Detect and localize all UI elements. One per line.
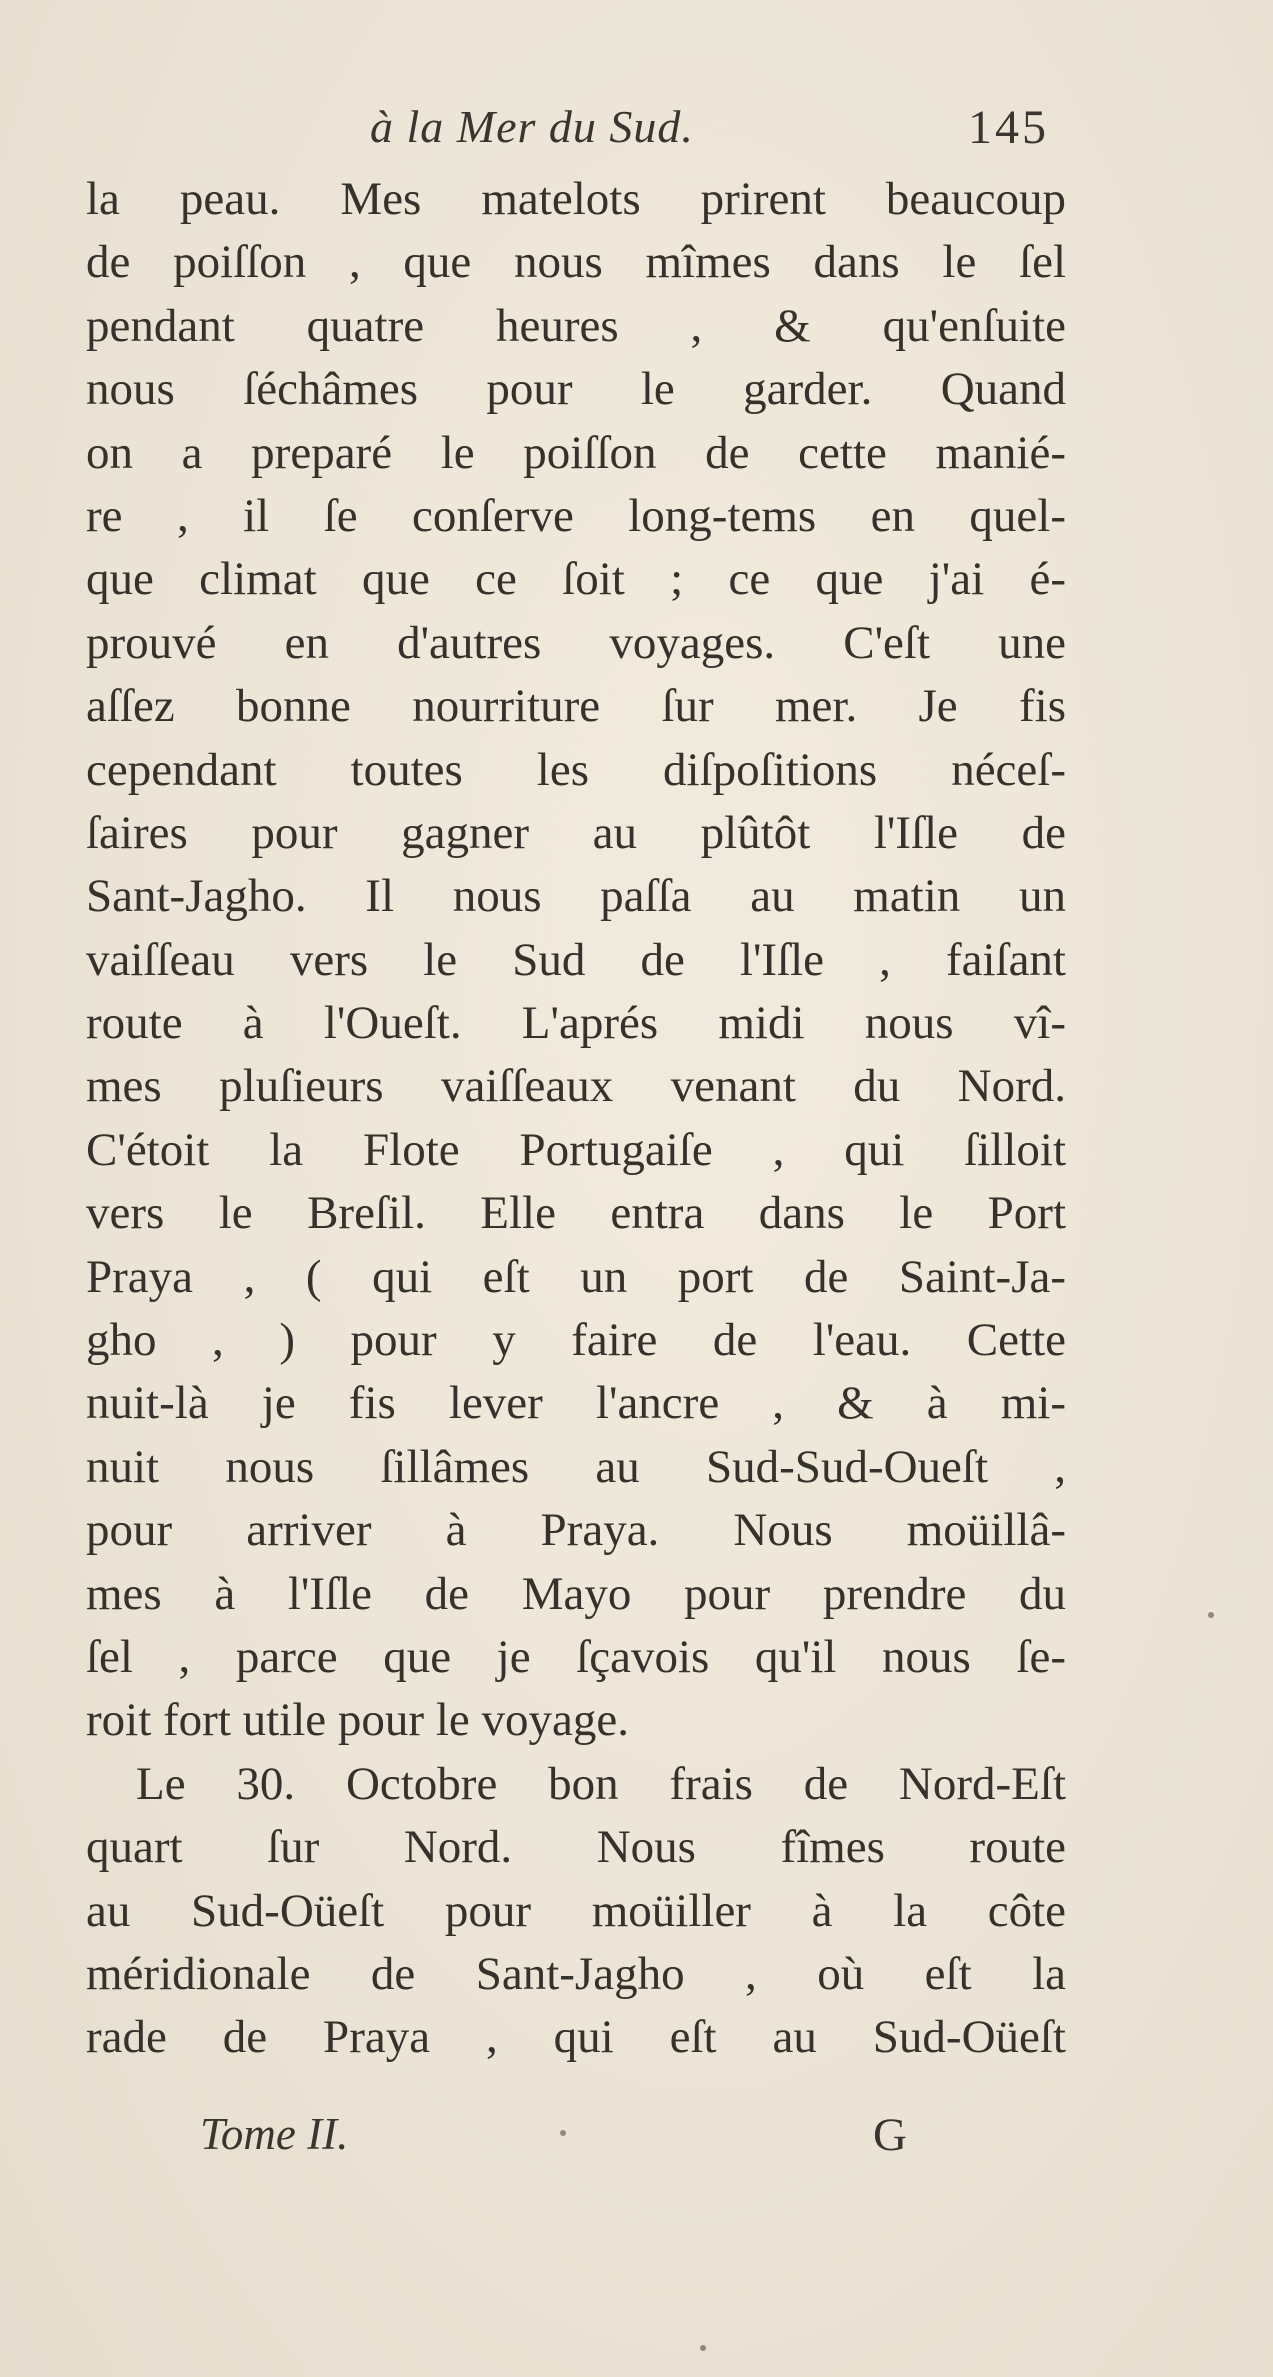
text-line: nous ſéchâmes pour le garder. Quand (86, 363, 1066, 416)
text-line: gho , ) pour y faire de l'eau. Cette (86, 1314, 1066, 1367)
volume-label: Tome II. (200, 2109, 349, 2159)
text-line: que climat que ce ſoit ; ce que j'ai é- (86, 553, 1066, 606)
text-line: quart ſur Nord. Nous fîmes route (86, 1821, 1066, 1874)
body-text (86, 168, 1066, 2070)
text-line: roit fort utile pour le voyage. (86, 1694, 629, 1747)
running-title: à la Mer du Sud. (370, 101, 694, 152)
page-header (0, 100, 1273, 160)
text-line: vers le Breſil. Elle entra dans le Port (86, 1187, 1066, 1240)
text-line: méridionale de Sant-Jagho , où eſt la (86, 1947, 1066, 2000)
text-line: ſel , parce que je ſçavois qu'il nous ſe- (86, 1630, 1066, 1683)
text-line: nuit-là je fis lever l'ancre , & à mi- (86, 1377, 1066, 1430)
text-line: prouvé en d'autres voyages. C'eſt une (86, 616, 1066, 669)
text-line: route à l'Oueſt. L'aprés midi nous vî- (86, 997, 1066, 1050)
text-line: ſaires pour gagner au plûtôt l'Iſle de (86, 806, 1066, 859)
text-line: rade de Praya , qui eſt au Sud-Oüeſt (86, 2011, 1066, 2064)
text-line: au Sud-Oüeſt pour moüiller à la côte (86, 1884, 1066, 1937)
text-line: de poiſſon , que nous mîmes dans le ſel (86, 236, 1066, 289)
page-number: 145 (968, 101, 1049, 154)
ink-speck (1208, 1612, 1214, 1618)
text-line: Le 30. Octobre bon frais de Nord-Eſt (136, 1757, 1066, 1810)
text-line: mes pluſieurs vaiſſeaux venant du Nord. (86, 1060, 1066, 1113)
text-line: pour arriver à Praya. Nous moüillâ- (86, 1504, 1066, 1557)
ink-speck (560, 2130, 566, 2136)
text-line: la peau. Mes matelots prirent beaucoup (86, 173, 1066, 225)
text-line: C'étoit la Flote Portugaiſe , qui ſilloit (86, 1123, 1066, 1176)
ink-speck (700, 2345, 706, 2351)
page-footer (0, 2108, 1273, 2168)
signature-mark: G (873, 2109, 907, 2161)
text-line: mes à l'Iſle de Mayo pour prendre du (86, 1567, 1066, 1620)
text-line: cependant toutes les diſpoſitions néceſ- (86, 743, 1066, 796)
text-line: re , il ſe conſerve long-tems en quel- (86, 489, 1066, 542)
text-line: pendant quatre heures , & qu'enſuite (86, 299, 1066, 352)
text-line: Sant-Jagho. Il nous paſſa au matin un (86, 870, 1066, 923)
text-line: Praya , ( qui eſt un port de Saint-Ja- (86, 1250, 1066, 1303)
text-line: aſſez bonne nourriture ſur mer. Je fis (86, 680, 1066, 733)
text-line: on a preparé le poiſſon de cette manié- (86, 426, 1066, 479)
text-line: vaiſſeau vers le Sud de l'Iſle , faiſant (86, 933, 1066, 986)
text-line: nuit nous ſillâmes au Sud-Sud-Oueſt , (86, 1440, 1066, 1493)
